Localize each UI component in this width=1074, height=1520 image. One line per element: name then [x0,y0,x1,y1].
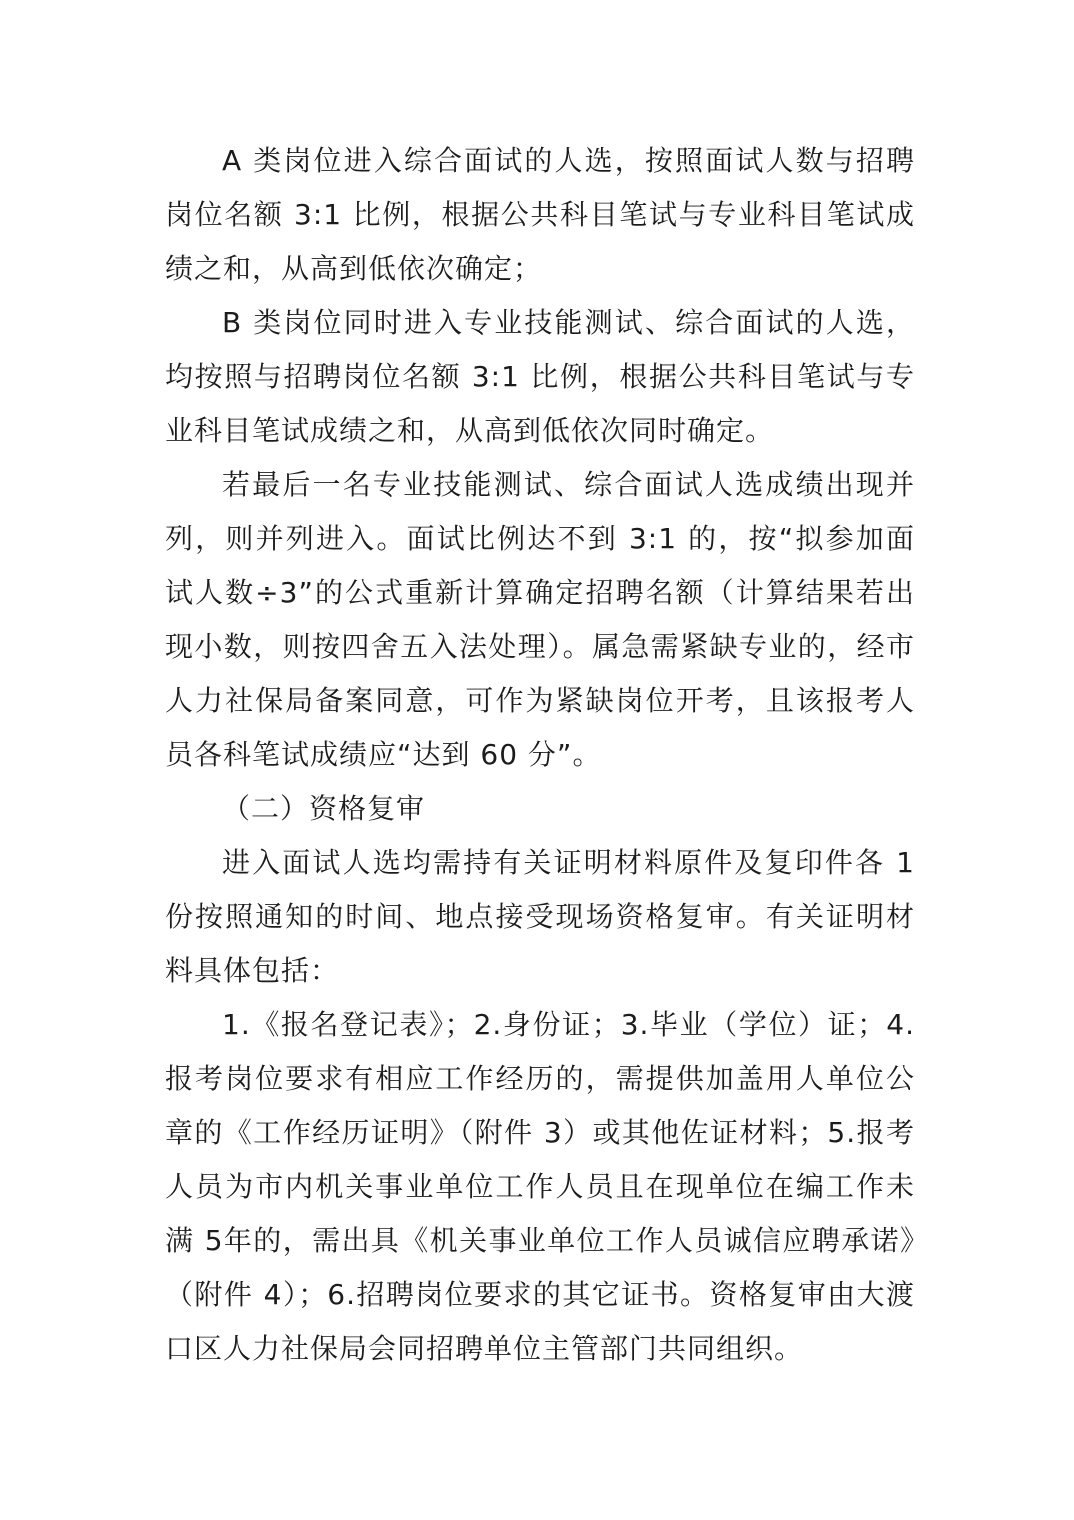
paragraph-required-documents-list: 1.《报名登记表》；2.身份证；3.毕业（学位）证；4.报考岗位要求有相应工作经历的，需提供加盖用人单位公章的《工作经历证明》（附件 3）或其他佐证材料；5.报考人员为市内机关事业单位工作人员且在现单位在编工作未满 5年的，需出具《机关事业单位工作人员诚信应聘承诺》（附件 4）；6.招聘岗位要求的其它证书。资格复审由大渡口区人力社保局会同招聘单位主管部门共同组织。 [165,1008,915,1365]
section-heading-qualification-review: （二）资格复审 [222,792,426,825]
paragraph-class-b-interview: B 类岗位同时进入专业技能测试、综合面试的人选，均按照与招聘岗位名额 3:1 比例，根据公共科目笔试与专业科目笔试成绩之和，从高到低依次同时确定。 [165,306,915,447]
document-body [165,134,915,1376]
paragraph-review-requirements: 进入面试人选均需持有关证明材料原件及复印件各 1 份按照通知的时间、地点接受现场资格复审。有关证明材料具体包括： [165,846,915,987]
paragraph-tie-and-ratio-rules: 若最后一名专业技能测试、综合面试人选成绩出现并列，则并列进入。面试比例达不到 3:1 的，按“拟参加面试人数÷3”的公式重新计算确定招聘名额（计算结果若出现小数，则按四舍五入法处理）。属急需紧缺专业的，经市人力社保局备案同意，可作为紧缺岗位开考，且该报考人员各科笔试成绩应“达到 60 分”。 [165,468,915,771]
paragraph-class-a-interview: A 类岗位进入综合面试的人选，按照面试人数与招聘岗位名额 3:1 比例，根据公共科目笔试与专业科目笔试成绩之和，从高到低依次确定； [165,144,915,285]
